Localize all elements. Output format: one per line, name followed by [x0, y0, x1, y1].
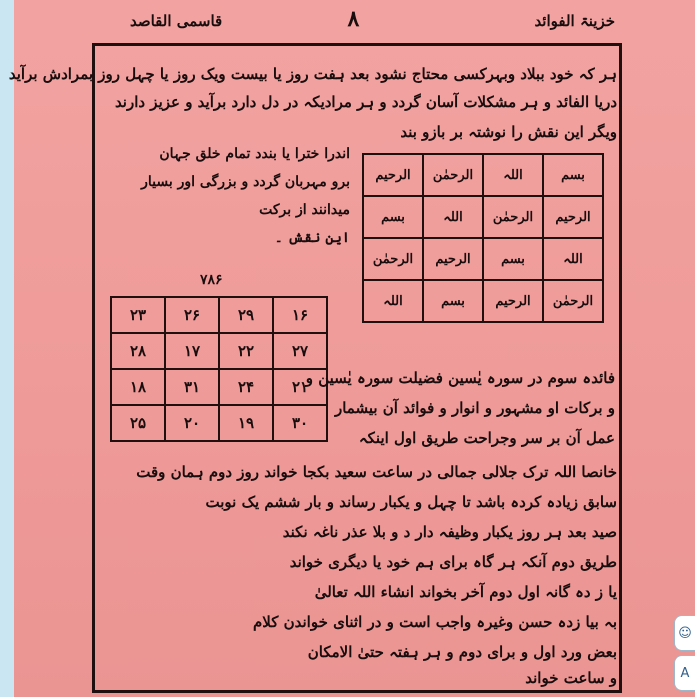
- text-line: فائدہ سوم در سورہ یٰسین فضیلت سورہ یٰسین و: [305, 369, 615, 387]
- page-header: [60, 6, 635, 36]
- grid-cell: بسم: [423, 280, 483, 322]
- text-line: بعض ورد اول و برای دوم و ہر ہفتہ حتیٰ الامکان: [307, 643, 617, 661]
- grid-cell: ۲۴: [219, 369, 273, 405]
- grid-cell: ۲۶: [165, 297, 219, 333]
- grid-row: [111, 297, 327, 333]
- grid-cell: ۲۷: [273, 333, 327, 369]
- text-line: برو مہربان گردد و بزرگی اور بسیار: [141, 174, 350, 190]
- grid-row: [111, 369, 327, 405]
- grid-cell: ۱۹: [219, 405, 273, 441]
- grid-cell: اللہ: [363, 280, 423, 322]
- text-line: یا ز دہ گانہ اول دوم آخر بخواند انشاء اللہ تعالیٰ: [314, 583, 617, 601]
- grid-cell: الرحمٰن: [423, 154, 483, 196]
- grid-cell: ۲۱: [273, 369, 327, 405]
- assistant-widget-icon[interactable]: A: [674, 655, 695, 691]
- text-line: دریا الفائد و ہر مشکلات آسان گردد و ہر مرادیکہ در دل دارد برآید و عزیز دارند: [114, 93, 617, 111]
- grid-cell: بسم: [543, 154, 603, 196]
- text-line: طریق دوم آنکہ ہر گاہ برای ہم خود یا دیگری خواند: [289, 553, 617, 571]
- grid-cell: الرحمٰن: [483, 196, 543, 238]
- grid-cell: بسم: [363, 196, 423, 238]
- chat-widget-icon[interactable]: ☺: [674, 615, 695, 651]
- grid-cell: الرحیم: [543, 196, 603, 238]
- text-line: خانصا اللہ ترک جلالی جمالی در ساعت سعید بکجا خواند روز دوم ہمان وقت: [136, 463, 617, 481]
- grid-cell: ۲۳: [111, 297, 165, 333]
- grid-row: [111, 405, 327, 441]
- grid-cell: ۳۰: [273, 405, 327, 441]
- page-number: ۸: [347, 6, 360, 32]
- text-line: ویگر این نقش را نوشتہ بر بازو بند: [400, 123, 617, 141]
- text-line: بہ بیا زدہ حسن وغیرہ واجب است و در اثنای خواندن کلام: [253, 613, 617, 631]
- grid-cell: ۱۸: [111, 369, 165, 405]
- header-chapter-title: قاسمی القاصد: [130, 12, 223, 30]
- header-book-title: خزینۃ الفوائد: [534, 12, 615, 30]
- text-line: سابق زیادہ کردہ باشد تا چہل و یکبار رساند و بار ششم یک نوبت: [205, 493, 617, 511]
- text-line: و برکات او مشہور و انوار و فوائد آن بیشمار: [334, 399, 615, 417]
- naqsh-word-grid: [362, 153, 604, 323]
- text-line: و ساعت خواند: [525, 669, 617, 687]
- grid-cell: ۲۸: [111, 333, 165, 369]
- grid-row: [363, 154, 603, 196]
- grid-row: [111, 333, 327, 369]
- left-edge-strip: [0, 0, 14, 697]
- text-line: صید بعد ہر روز یکبار وظیفہ دار د و بلا عذر ناغہ نکند: [282, 523, 617, 541]
- text-line: ہر کہ خود ببلاد وبہرکسی محتاج نشود بعد ہفت روز یا بیست ویک روز یا چہل روز بمرادش برآید: [8, 65, 617, 83]
- grid-cell: اللہ: [423, 196, 483, 238]
- grid-row: [363, 196, 603, 238]
- grid-cell: الرحمٰن: [363, 238, 423, 280]
- grid-row: [363, 238, 603, 280]
- grid-cell: ۲۹: [219, 297, 273, 333]
- numeric-magic-square: [110, 296, 328, 442]
- grid-total: ۷۸۶: [200, 272, 223, 288]
- grid-cell: ۳۱: [165, 369, 219, 405]
- grid-cell: ۲۵: [111, 405, 165, 441]
- grid-row: [363, 280, 603, 322]
- grid-cell: الرحمٰن: [543, 280, 603, 322]
- grid-cell: بسم: [483, 238, 543, 280]
- text-line: این نقش ۔: [274, 230, 350, 246]
- grid-cell: اللہ: [483, 154, 543, 196]
- grid-cell: ۲۰: [165, 405, 219, 441]
- grid-cell: الرحیم: [423, 238, 483, 280]
- grid-cell: اللہ: [543, 238, 603, 280]
- text-line: میدانند از برکت: [259, 202, 350, 218]
- grid-cell: ۱۶: [273, 297, 327, 333]
- grid-cell: الرحیم: [483, 280, 543, 322]
- text-line: اندرا خترا یا بندد تمام خلق جہان: [159, 146, 350, 162]
- grid-cell: ۲۲: [219, 333, 273, 369]
- grid-cell: ۱۷: [165, 333, 219, 369]
- text-line: عمل آن بر سر وجراحت طریق اول اینکہ: [358, 429, 615, 447]
- grid-cell: الرحیم: [363, 154, 423, 196]
